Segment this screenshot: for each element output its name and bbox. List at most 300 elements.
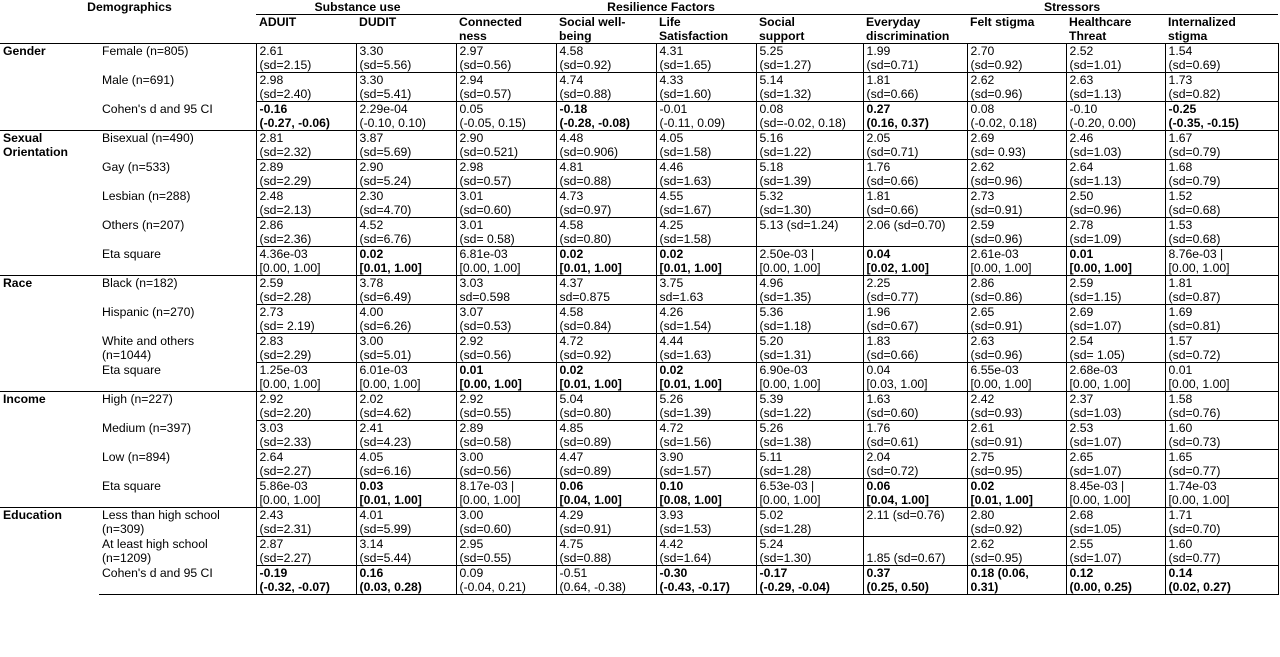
value-cell <box>456 102 556 131</box>
value-line: (sd=1.01) <box>1069 58 1122 72</box>
table-row <box>0 44 1278 73</box>
value-line: [0.00, 1.00] <box>1168 493 1230 507</box>
value-line: [0.00, 1.00] <box>359 377 421 391</box>
value-line: (sd=5.56) <box>359 58 412 72</box>
value-line: (sd=1.03) <box>1069 406 1122 420</box>
value-line: (sd=0.80) <box>559 232 612 246</box>
value-line: 2.75 <box>970 450 995 464</box>
value-cell <box>556 566 656 595</box>
value-cell <box>256 102 356 131</box>
value-line: 0.02 <box>559 363 584 377</box>
value-cell <box>656 218 756 247</box>
value-line: (sd=0.93) <box>970 406 1023 420</box>
value-cell <box>356 334 456 363</box>
value-cell <box>456 73 556 102</box>
value-cell <box>356 276 456 305</box>
value-cell <box>756 218 863 247</box>
value-line: (sd=0.79) <box>1168 145 1221 159</box>
value-line: (sd=0.67) <box>866 319 919 333</box>
value-line: (sd=1.58) <box>659 145 712 159</box>
value-line: 2.37 <box>1069 392 1094 406</box>
value-cell <box>967 479 1066 508</box>
value-line: 3.01 <box>459 218 484 232</box>
value-line: 2.64 <box>259 450 284 464</box>
value-cell <box>1066 537 1165 566</box>
value-line: (-0.11, 0.09) <box>659 116 725 130</box>
value-cell <box>356 102 456 131</box>
value-cell <box>656 73 756 102</box>
value-line: (sd=0.89) <box>559 464 612 478</box>
value-line: (-0.10, 0.10) <box>359 116 426 130</box>
value-line: (sd=0.60) <box>459 203 512 217</box>
value-line: [0.00, 1.00] <box>459 493 521 507</box>
value-cell <box>967 131 1066 160</box>
value-cell <box>756 73 863 102</box>
value-cell <box>256 73 356 102</box>
value-line: 2.30 <box>359 189 384 203</box>
value-line: 2.90 <box>359 160 384 174</box>
value-cell <box>1066 479 1165 508</box>
value-cell <box>556 44 656 73</box>
value-line: (sd=0.91) <box>559 522 612 536</box>
value-line: -0.51 <box>559 566 588 580</box>
value-line: (sd=0.60) <box>866 406 919 420</box>
table-row <box>0 508 1278 537</box>
value-cell <box>456 566 556 595</box>
value-cell <box>756 160 863 189</box>
value-line: 4.52 <box>359 218 384 232</box>
value-line: 5.36 <box>759 305 784 319</box>
value-cell <box>256 508 356 537</box>
section-label-line: Income <box>3 392 46 406</box>
value-line: 2.86 <box>970 276 995 290</box>
value-cell <box>556 160 656 189</box>
value-cell <box>656 102 756 131</box>
value-line: 0.09 <box>459 566 484 580</box>
value-line: 2.43 <box>259 508 284 522</box>
value-line: (sd=6.76) <box>359 232 412 246</box>
value-cell <box>656 392 756 421</box>
value-cell <box>256 450 356 479</box>
value-line: [0.01, 1.00] <box>359 261 422 275</box>
value-line: 6.81e-03 <box>459 247 508 261</box>
column-header <box>1165 15 1278 44</box>
value-cell <box>356 566 456 595</box>
value-line: 4.46 <box>659 160 684 174</box>
value-line: 4.29 <box>559 508 584 522</box>
value-line: [0.00, 1.00] <box>1069 493 1131 507</box>
value-line: (sd=-0.02, 0.18) <box>759 116 846 130</box>
value-line: 1.73 <box>1168 73 1193 87</box>
value-line: 5.20 <box>759 334 784 348</box>
value-cell <box>1066 450 1165 479</box>
value-line: 5.25 <box>759 44 784 58</box>
value-line: (sd=1.07) <box>1069 319 1122 333</box>
value-line: [0.08, 1.00] <box>659 493 722 507</box>
column-header-line: Connected <box>459 15 522 29</box>
value-line: 2.92 <box>459 392 484 406</box>
value-cell <box>256 537 356 566</box>
value-cell <box>756 276 863 305</box>
value-line: 1.85 (sd=0.67) <box>866 551 946 565</box>
value-cell <box>656 131 756 160</box>
value-cell <box>967 44 1066 73</box>
value-line: 2.98 <box>259 73 284 87</box>
value-line: [0.00, 1.00] <box>759 493 821 507</box>
value-cell <box>356 537 456 566</box>
column-header <box>863 15 967 44</box>
value-cell <box>863 363 967 392</box>
value-cell <box>863 508 967 537</box>
column-header-line: support <box>759 29 805 43</box>
column-header-line: Internalized <box>1168 15 1236 29</box>
value-cell <box>863 131 967 160</box>
value-line: (sd=2.29) <box>259 174 312 188</box>
row-label-line: Black (n=182) <box>102 276 178 290</box>
value-line: (sd=5.24) <box>359 174 412 188</box>
value-line: 0.16 <box>359 566 384 580</box>
value-cell <box>556 479 656 508</box>
value-line: 5.14 <box>759 73 784 87</box>
value-line: 2.92 <box>459 334 484 348</box>
value-line: 4.01 <box>359 508 384 522</box>
value-cell <box>1165 363 1278 392</box>
row-label-line: Medium (n=397) <box>102 420 192 435</box>
value-line: 4.73 <box>559 189 584 203</box>
row-label <box>99 247 256 276</box>
value-line: 2.54 <box>1069 334 1094 348</box>
value-line: 0.02 <box>559 247 584 261</box>
value-line: 2.62 <box>970 537 995 551</box>
value-line: 2.62 <box>970 160 995 174</box>
row-label <box>99 44 256 73</box>
value-cell <box>756 537 863 566</box>
value-line: 1.76 <box>866 421 891 435</box>
value-cell <box>456 247 556 276</box>
row-label-line: Female (n=805) <box>102 44 189 58</box>
value-line: 2.50e-03 | <box>759 247 815 261</box>
value-line: (sd=0.55) <box>459 406 512 420</box>
value-cell <box>863 73 967 102</box>
value-line: 2.98 <box>459 160 484 174</box>
column-header <box>967 15 1066 44</box>
value-line: 2.52 <box>1069 44 1094 58</box>
value-cell <box>356 247 456 276</box>
value-line: (sd=0.77) <box>1168 464 1221 478</box>
value-cell <box>656 334 756 363</box>
value-cell <box>256 160 356 189</box>
row-label-line: Eta square <box>102 362 161 377</box>
value-line: 5.26 <box>759 421 784 435</box>
value-cell <box>256 44 356 73</box>
value-cell <box>656 305 756 334</box>
value-line: (sd=2.33) <box>259 435 312 449</box>
value-line: 2.73 <box>259 305 284 319</box>
value-cell <box>967 305 1066 334</box>
value-cell <box>556 73 656 102</box>
value-cell <box>863 276 967 305</box>
value-line: (sd=0.72) <box>866 464 919 478</box>
value-line: (sd=5.41) <box>359 87 412 101</box>
value-cell <box>656 160 756 189</box>
value-line: 1.76 <box>866 160 891 174</box>
value-line: 4.74 <box>559 73 584 87</box>
group-header: Substance use <box>256 0 456 15</box>
value-line: (sd=1.53) <box>659 522 712 536</box>
value-line: -0.10 <box>1069 102 1098 116</box>
row-label <box>99 392 256 421</box>
value-line: (sd=1.18) <box>759 319 812 333</box>
value-line: (sd=0.82) <box>1168 87 1221 101</box>
row-label-line: White and others <box>102 333 195 348</box>
value-cell <box>1066 218 1165 247</box>
value-line: (0.02, 0.27) <box>1168 580 1231 594</box>
value-line: 8.76e-03 | <box>1168 247 1224 261</box>
value-cell <box>556 131 656 160</box>
value-line: (sd=0.77) <box>866 290 919 304</box>
value-line: 5.02 <box>759 508 784 522</box>
demographics-header: Demographics <box>87 0 172 14</box>
value-cell <box>1066 44 1165 73</box>
value-line: 2.53 <box>1069 421 1094 435</box>
value-line: (sd=1.13) <box>1069 174 1122 188</box>
value-cell <box>756 508 863 537</box>
value-line: -0.30 <box>659 566 688 580</box>
value-line: 2.59 <box>259 276 284 290</box>
value-line: 6.53e-03 | <box>759 479 815 493</box>
row-label <box>99 363 256 392</box>
value-line: (sd=0.79) <box>1168 174 1221 188</box>
value-cell <box>1066 247 1165 276</box>
value-line: 4.48 <box>559 131 584 145</box>
value-cell <box>967 247 1066 276</box>
value-line: 0.03 <box>359 479 384 493</box>
value-line: 0.08 <box>970 102 995 116</box>
value-line: 3.01 <box>459 189 484 203</box>
value-cell <box>1165 247 1278 276</box>
value-line: [0.01, 1.00] <box>659 377 722 391</box>
row-label <box>99 218 256 247</box>
column-header-line: Threat <box>1069 29 1107 43</box>
row-label <box>99 537 256 566</box>
row-label-line: Others (n=207) <box>102 217 185 232</box>
value-cell <box>1165 44 1278 73</box>
value-line: (sd=0.92) <box>559 348 612 362</box>
value-cell <box>863 247 967 276</box>
value-line: -0.16 <box>259 102 288 116</box>
value-cell <box>556 189 656 218</box>
value-line: 2.42 <box>970 392 995 406</box>
value-line: (sd=0.97) <box>559 203 612 217</box>
value-cell <box>863 450 967 479</box>
value-line: (sd=1.09) <box>1069 232 1122 246</box>
value-cell <box>656 276 756 305</box>
value-line: 4.37 <box>559 276 584 290</box>
group-header: Stressors <box>863 0 1278 15</box>
value-cell <box>1066 160 1165 189</box>
value-line: 4.42 <box>659 537 684 551</box>
value-line: 5.86e-03 <box>259 479 308 493</box>
value-cell <box>356 189 456 218</box>
value-cell <box>1066 334 1165 363</box>
value-cell <box>256 247 356 276</box>
value-line: 4.25 <box>659 218 684 232</box>
value-line: (sd=0.91) <box>970 435 1023 449</box>
value-cell <box>456 421 556 450</box>
value-cell <box>1165 421 1278 450</box>
value-cell <box>1066 363 1165 392</box>
value-line: 2.70 <box>970 44 995 58</box>
column-header-line: Social well- <box>559 15 626 29</box>
value-line: 8.17e-03 | <box>459 479 515 493</box>
value-cell <box>656 479 756 508</box>
value-cell <box>967 537 1066 566</box>
value-line: (sd=1.27) <box>759 58 812 72</box>
value-cell <box>967 508 1066 537</box>
row-label <box>99 334 256 363</box>
value-line: 2.69 <box>970 131 995 145</box>
row-label <box>99 566 256 595</box>
row-label <box>99 421 256 450</box>
value-line: 4.44 <box>659 334 684 348</box>
value-line: (sd=0.60) <box>459 522 512 536</box>
value-cell <box>556 450 656 479</box>
value-cell <box>356 421 456 450</box>
value-line: -0.19 <box>259 566 288 580</box>
value-line: (sd=1.15) <box>1069 290 1122 304</box>
value-cell <box>1066 131 1165 160</box>
value-cell <box>756 334 863 363</box>
row-label-line: At least high school <box>102 536 208 551</box>
value-cell <box>756 44 863 73</box>
value-line: 2.59 <box>1069 276 1094 290</box>
value-cell <box>456 508 556 537</box>
row-label-line: Gay (n=533) <box>102 159 171 174</box>
value-line: 5.16 <box>759 131 784 145</box>
value-cell <box>556 392 656 421</box>
column-header-line: stigma <box>1168 29 1208 43</box>
value-line: 2.80 <box>970 508 995 522</box>
value-line: (sd=0.61) <box>866 435 919 449</box>
value-cell <box>1165 305 1278 334</box>
value-line: 2.65 <box>1069 450 1094 464</box>
value-line: 2.04 <box>866 450 891 464</box>
value-line: (sd=2.40) <box>259 87 312 101</box>
value-line: 4.47 <box>559 450 584 464</box>
row-label-line: (n=1209) <box>102 550 152 565</box>
value-line: (sd=0.77) <box>1168 551 1221 565</box>
value-cell <box>356 218 456 247</box>
value-line: 0.02 <box>970 479 995 493</box>
column-header <box>656 15 756 44</box>
value-line: [0.00, 1.00] <box>259 493 321 507</box>
value-line: (sd=0.87) <box>1168 290 1221 304</box>
value-line: 4.31 <box>659 44 684 58</box>
value-line: (0.25, 0.50) <box>866 580 929 594</box>
value-line: [0.00, 1.00] <box>970 261 1032 275</box>
table-row <box>0 189 1278 218</box>
value-line: (-0.04, 0.21) <box>459 580 526 594</box>
value-line: (sd=0.71) <box>866 58 919 72</box>
value-cell <box>656 189 756 218</box>
value-line: [0.01, 1.00] <box>659 261 722 275</box>
value-line: 1.99 <box>866 44 891 58</box>
value-line: 6.55e-03 <box>970 363 1019 377</box>
value-line: (sd=1.63) <box>659 174 712 188</box>
value-line: (sd=0.66) <box>866 87 919 101</box>
value-line: (sd=1.58) <box>659 232 712 246</box>
row-label-line: Cohen's d and 95 CI <box>102 565 213 580</box>
value-line: 2.90 <box>459 131 484 145</box>
value-line: (sd=0.95) <box>970 464 1023 478</box>
value-line: 2.65 <box>970 305 995 319</box>
value-line: (0.64, -0.38) <box>559 580 626 594</box>
value-line: [0.00, 1.00] <box>459 261 521 275</box>
value-line: (sd=6.16) <box>359 464 412 478</box>
column-header-line: Healthcare <box>1069 15 1132 29</box>
value-line: (sd=0.96) <box>970 348 1023 362</box>
value-line: 2.41 <box>359 421 384 435</box>
value-cell <box>967 421 1066 450</box>
value-line: 4.26 <box>659 305 684 319</box>
value-line: (-0.29, -0.04) <box>759 580 830 594</box>
value-line: 1.54 <box>1168 44 1193 58</box>
value-line: 1.53 <box>1168 218 1193 232</box>
value-line: (sd=1.54) <box>659 319 712 333</box>
value-line: (sd=0.70) <box>1168 522 1221 536</box>
value-cell <box>967 334 1066 363</box>
value-cell <box>356 450 456 479</box>
value-line: (sd=1.57) <box>659 464 712 478</box>
value-cell <box>256 334 356 363</box>
value-line: 0.01 <box>1168 363 1193 377</box>
value-line: (sd=2.15) <box>259 58 312 72</box>
value-line: 1.69 <box>1168 305 1193 319</box>
value-cell <box>256 276 356 305</box>
value-line: 2.73 <box>970 189 995 203</box>
row-label <box>99 102 256 131</box>
value-line: (sd=0.88) <box>559 551 612 565</box>
value-line: 0.04 <box>866 247 891 261</box>
value-line: 0.06 <box>559 479 584 493</box>
value-line: (sd=6.26) <box>359 319 412 333</box>
section-label-line: Gender <box>3 44 46 58</box>
value-cell <box>656 421 756 450</box>
value-line: (sd= 0.58) <box>459 232 515 246</box>
value-cell <box>1165 566 1278 595</box>
value-line: (sd=1.32) <box>759 87 812 101</box>
value-line: 2.29e-04 <box>359 102 408 116</box>
value-line: 0.12 <box>1069 566 1094 580</box>
value-line: [0.00, 1.00] <box>259 261 321 275</box>
value-cell <box>967 276 1066 305</box>
value-line: sd=1.63 <box>659 290 704 304</box>
value-line: (-0.32, -0.07) <box>259 580 330 594</box>
value-line: 2.59 <box>970 218 995 232</box>
value-line: 4.96 <box>759 276 784 290</box>
row-label <box>99 276 256 305</box>
value-line: 4.85 <box>559 421 584 435</box>
value-line: (sd=0.92) <box>970 522 1023 536</box>
section-label <box>0 392 99 508</box>
row-label-line: Lesbian (n=288) <box>102 188 191 203</box>
section-label-line: Race <box>3 276 33 290</box>
value-line: (-0.02, 0.18) <box>970 116 1037 130</box>
value-line: (sd=0.88) <box>559 174 612 188</box>
value-line: 3.90 <box>659 450 684 464</box>
value-cell <box>256 363 356 392</box>
value-line: 1.81 <box>1168 276 1193 290</box>
